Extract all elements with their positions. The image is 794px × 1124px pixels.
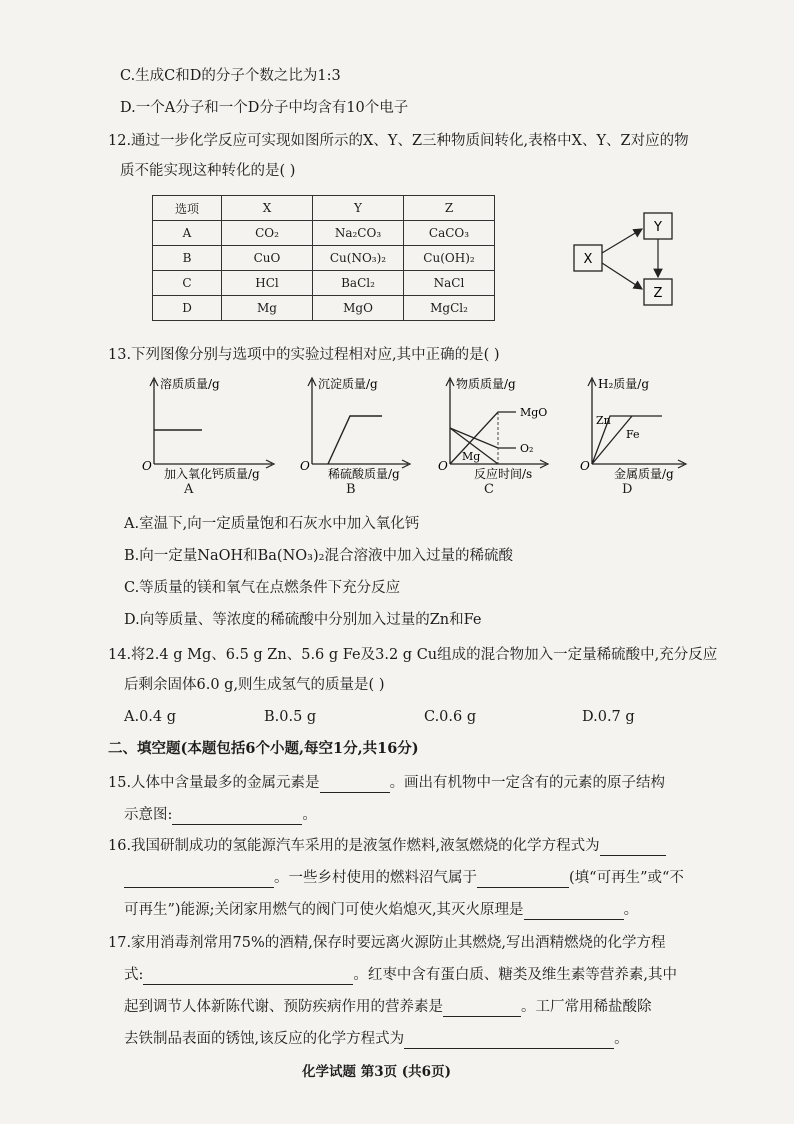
x-axis-label: 稀硫酸质量/g <box>328 467 400 481</box>
origin-label: O <box>142 459 152 473</box>
q15-text-2: 。画出有机物中一定含有的元素的原子结构 <box>389 775 666 791</box>
q16-line3 <box>124 900 638 920</box>
q14-stem-line2: 后剩余固体6.0 g,则生成氢气的质量是( ) <box>124 677 385 693</box>
answer-blank[interactable] <box>600 839 666 856</box>
q13-option-c: C.等质量的镁和氧气在点燃条件下充分反应 <box>124 580 401 596</box>
table-header-cell: X <box>222 196 313 221</box>
q14-option-a: A.0.4 g <box>124 709 177 725</box>
q16-line1 <box>108 836 666 856</box>
q17-text-7: 。 <box>614 1031 629 1047</box>
graph-b <box>298 372 418 482</box>
q15-text-1: 15.人体中含量最多的金属元素是 <box>108 775 320 791</box>
q11-option-c: C.生成C和D的分子个数之比为1:3 <box>120 68 341 84</box>
table-cell: Mg <box>222 296 313 321</box>
q17-line3 <box>124 997 652 1017</box>
q17-text-2: 式: <box>124 967 144 983</box>
table-cell: CuO <box>222 246 313 271</box>
label-x: X <box>583 252 593 267</box>
label-mg: Mg <box>462 450 481 463</box>
x-axis-label: 金属质量/g <box>614 467 674 481</box>
q17-text-4: 起到调节人体新陈代谢、预防疾病作用的营养素是 <box>124 999 443 1015</box>
table-cell: MgCl₂ <box>404 296 495 321</box>
table-cell: CaCO₃ <box>404 221 495 246</box>
graph-d-letter: D <box>622 482 633 497</box>
y-axis-label: 沉淀质量/g <box>318 377 378 391</box>
answer-blank[interactable] <box>443 1000 521 1017</box>
q15-line2 <box>124 805 317 825</box>
answer-blank[interactable] <box>404 1032 614 1049</box>
y-axis-label: 溶质质量/g <box>160 377 220 391</box>
table-cell: CO₂ <box>222 221 313 246</box>
origin-label: O <box>580 459 590 473</box>
table-row <box>153 246 495 271</box>
q13-option-d: D.向等质量、等浓度的稀硫酸中分别加入过量的Zn和Fe <box>124 612 482 628</box>
q15-line1 <box>108 773 665 793</box>
table-cell: MgO <box>313 296 404 321</box>
table-cell: NaCl <box>404 271 495 296</box>
table-cell: B <box>153 246 222 271</box>
answer-blank[interactable] <box>124 871 274 888</box>
graph-c-letter: C <box>484 482 494 497</box>
graph-a <box>140 372 280 482</box>
q15-text-3: 示意图: <box>124 807 173 823</box>
answer-blank[interactable] <box>524 903 624 920</box>
table-header-cell: 选项 <box>153 196 222 221</box>
table-row <box>153 271 495 296</box>
table-cell: A <box>153 221 222 246</box>
curve-o2 <box>450 428 516 448</box>
xyz-conversion-diagram <box>568 205 688 310</box>
q13-option-a: A.室温下,向一定质量饱和石灰水中加入氧化钙 <box>124 516 420 532</box>
origin-label: O <box>438 459 448 473</box>
q12-stem-line1: 12.通过一步化学反应可实现如图所示的X、Y、Z三种物质间转化,表格中X、Y、Z对应的物 <box>108 133 689 149</box>
table-cell: HCl <box>222 271 313 296</box>
graph-c <box>436 372 566 482</box>
table-row <box>153 296 495 321</box>
table-cell: Cu(NO₃)₂ <box>313 246 404 271</box>
arrow-x-to-z <box>602 263 642 289</box>
answer-blank[interactable] <box>143 968 353 985</box>
q17-line1: 17.家用消毒剂常用75%的酒精,保存时要远离火源防止其燃烧,写出酒精燃烧的化学方程 <box>108 935 666 951</box>
q14-stem-line1: 14.将2.4 g Mg、6.5 g Zn、5.6 g Fe及3.2 g Cu组成的混合物加入一定量稀硫酸中,充分反应 <box>108 647 718 663</box>
q12-stem-line2: 质不能实现这种转化的是( ) <box>120 163 296 179</box>
curve-mgo <box>450 412 516 464</box>
answer-blank[interactable] <box>172 808 302 825</box>
section-title-fill-blank: 二、填空题(本题包括6个小题,每空1分,共16分) <box>108 740 419 757</box>
q17-line2 <box>124 965 677 985</box>
table-header-cell: Z <box>404 196 495 221</box>
origin-label: O <box>300 459 310 473</box>
q17-text-5: 。工厂常用稀盐酸除 <box>521 999 652 1015</box>
label-zn: Zn <box>596 414 611 427</box>
label-o2: O₂ <box>520 442 534 455</box>
q14-option-b: B.0.5 g <box>264 709 317 725</box>
table-cell: Cu(OH)₂ <box>404 246 495 271</box>
q16-text-3: (填“可再生”或“不 <box>569 870 684 886</box>
q16-text-4: 可再生”)能源;关闭家用燃气的阀门可使火焰熄灭,其灭火原理是 <box>124 902 524 918</box>
table-row <box>153 221 495 246</box>
page-footer: 化学试题 第3页 (共6页) <box>302 1064 451 1080</box>
x-axis-label: 反应时间/s <box>474 467 533 481</box>
answer-blank[interactable] <box>320 776 390 793</box>
q14-option-c: C.0.6 g <box>424 709 477 725</box>
answer-blank[interactable] <box>477 871 569 888</box>
q17-text-6: 去铁制品表面的锈蚀,该反应的化学方程式为 <box>124 1031 405 1047</box>
curve <box>328 416 382 464</box>
q16-text-5: 。 <box>623 902 639 918</box>
q11-option-d: D.一个A分子和一个D分子中均含有10个电子 <box>120 100 409 116</box>
arrow-x-to-y <box>602 229 642 253</box>
q17-line4 <box>124 1029 629 1049</box>
q13-stem: 13.下列图像分别与选项中的实验过程相对应,其中正确的是( ) <box>108 347 500 363</box>
label-fe: Fe <box>626 428 640 441</box>
table-header-cell: Y <box>313 196 404 221</box>
label-y: Y <box>654 220 662 235</box>
q16-line2 <box>124 868 684 888</box>
graph-d <box>578 372 698 482</box>
y-axis-label: 物质质量/g <box>456 377 516 391</box>
q17-text-3: 。红枣中含有蛋白质、糖类及维生素等营养素,其中 <box>353 967 677 983</box>
q15-text-4: 。 <box>302 807 317 823</box>
table-cell: C <box>153 271 222 296</box>
table-cell: BaCl₂ <box>313 271 404 296</box>
q16-text-2: 。一些乡村使用的燃料沼气属于 <box>274 870 477 886</box>
q12-options-table <box>152 195 495 321</box>
table-header-row <box>153 196 495 221</box>
q14-option-d: D.0.7 g <box>582 709 635 725</box>
table-cell: D <box>153 296 222 321</box>
y-axis-label: H₂质量/g <box>598 377 650 391</box>
label-mgo: MgO <box>520 406 548 419</box>
graph-a-letter: A <box>184 482 194 497</box>
x-axis-label: 加入氧化钙质量/g <box>164 467 260 481</box>
graph-b-letter: B <box>346 482 356 497</box>
q16-text-1: 16.我国研制成功的氢能源汽车采用的是液氢作燃料,液氢燃烧的化学方程式为 <box>108 838 600 854</box>
label-z: Z <box>653 286 663 301</box>
table-cell: Na₂CO₃ <box>313 221 404 246</box>
q13-option-b: B.向一定量NaOH和Ba(NO₃)₂混合溶液中加入过量的稀硫酸 <box>124 548 513 564</box>
